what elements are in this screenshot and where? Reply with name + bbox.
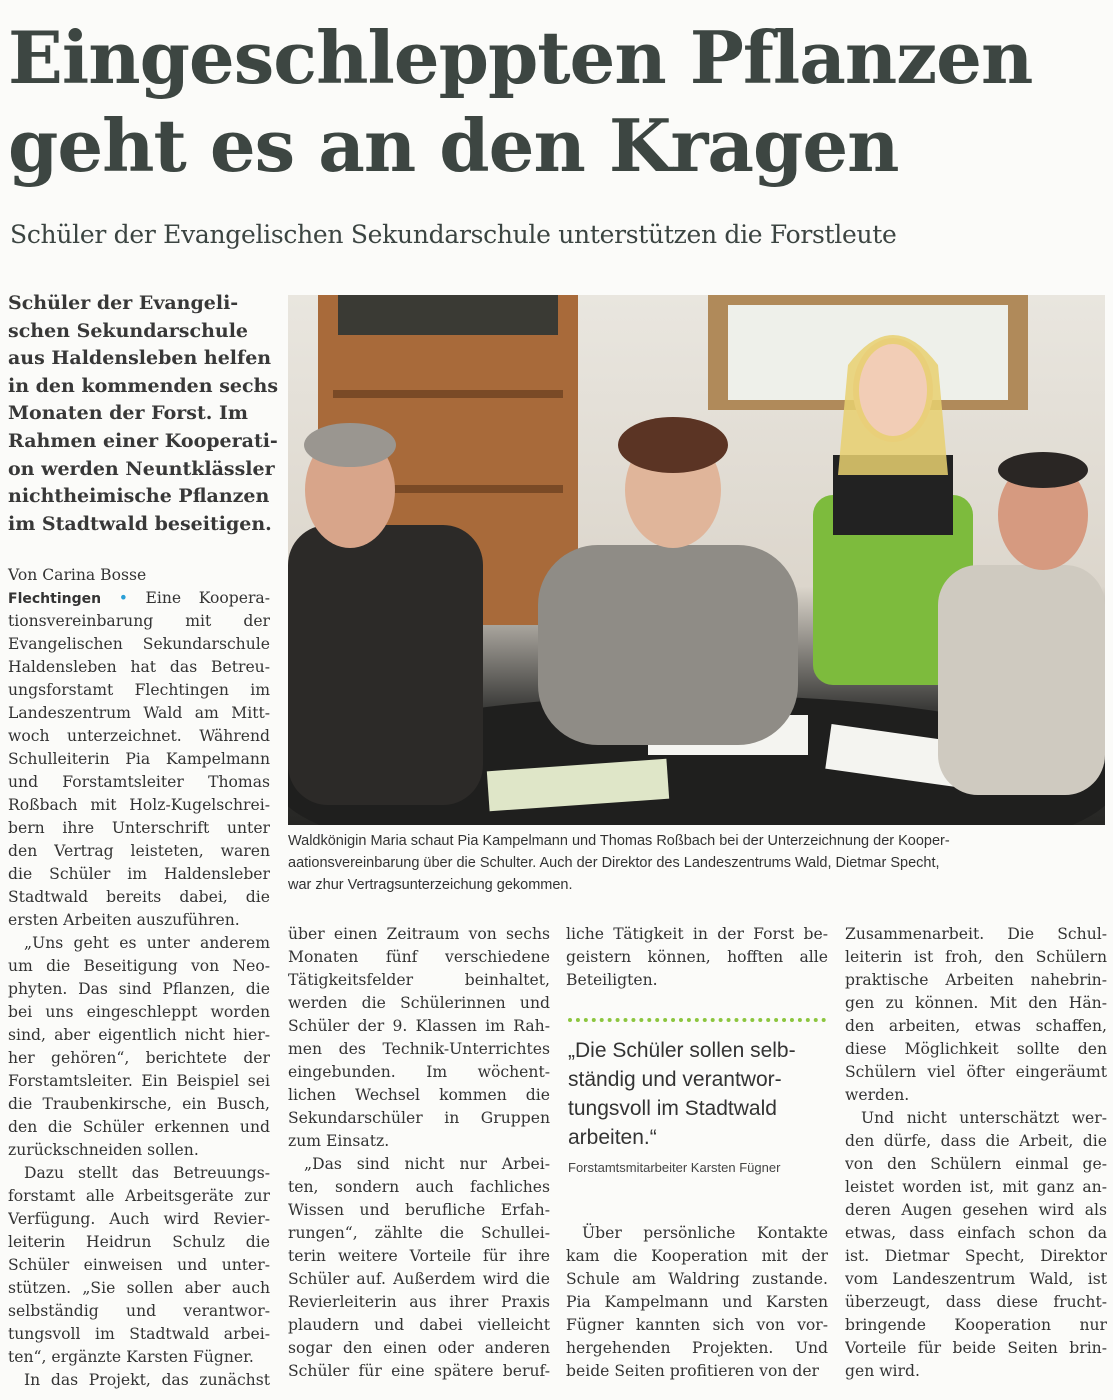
article-text-line	[845, 1130, 1107, 1153]
line-text: Revierleiterin aus ihrer Praxis	[288, 1293, 550, 1311]
article-text-line	[288, 1061, 550, 1084]
line-text: Schüler auf. Außerdem wird die	[288, 1270, 550, 1288]
article-text-line	[566, 1268, 828, 1291]
line-text: Sekundarschüler in Gruppen	[288, 1109, 550, 1127]
article-column-4	[845, 923, 1107, 1383]
article-text-line	[8, 1208, 270, 1231]
line-text: lichen Wechsel kommen die	[288, 1086, 550, 1104]
line-text: tionsvereinbarung mit der	[8, 612, 270, 630]
caption-line: aationsvereinbarung über die Schulter. Auch der Direktor des Landeszentrums Wald, Dietmar Specht,	[288, 855, 940, 871]
article-text-line	[845, 1337, 1107, 1360]
article-photo	[288, 295, 1105, 825]
line-text: woch unterzeichnet. Während	[8, 727, 270, 745]
line-text: Beteiligten.	[566, 971, 658, 989]
line-text: Zusammenarbeit. Die Schul-	[845, 925, 1107, 943]
article-text-line	[288, 1314, 550, 1337]
line-text: rungen“, zählte die Schullei-	[288, 1224, 550, 1242]
line-text: Landeszentrum Wald am Mitt-	[8, 704, 270, 722]
article-text-line	[845, 1360, 1107, 1383]
article-text-line	[566, 946, 828, 969]
article-text-line	[288, 1337, 550, 1360]
article-text-line	[566, 1337, 828, 1360]
line-text: Schüler einweisen und unter-	[8, 1256, 270, 1274]
line-text: men des Technik-Unterrichtes	[288, 1040, 550, 1058]
article-text-line	[288, 946, 550, 969]
line-text: Dazu stellt das Betreuungs-	[24, 1164, 270, 1182]
line-text: zum Einsatz.	[288, 1132, 390, 1150]
line-text: sind, aber eigentlich nicht hier-	[8, 1026, 270, 1044]
line-text: praktische Arbeiten nahebrin-	[845, 971, 1107, 989]
article-text-line	[8, 1070, 270, 1093]
line-text: leistet worden ist, mit ganz an-	[845, 1178, 1107, 1196]
article-text-line	[8, 1346, 270, 1369]
line-text: ersten Arbeiten auszuführen.	[8, 911, 240, 929]
line-text: über einen Zeitraum von sechs	[288, 925, 550, 943]
line-text: geistern können, hofften alle	[566, 948, 828, 966]
article-text-line	[845, 1015, 1107, 1038]
subheadline: Schüler der Evangelischen Sekundarschule unterstützen die Forstleute	[10, 220, 897, 249]
line-text: deren Augen gesehen wird als	[845, 1201, 1107, 1219]
article-text-line	[8, 1369, 270, 1392]
article-text-line	[288, 1245, 550, 1268]
line-text: „Das sind nicht nur Arbei-	[304, 1155, 550, 1173]
line-text: bringende Kooperation nur	[845, 1316, 1107, 1334]
line-text: Eine Koopera-	[145, 589, 270, 607]
article-text-line	[8, 748, 270, 771]
line-text: Wissen und berufliche Erfah-	[288, 1201, 550, 1219]
article-text-line	[845, 1061, 1107, 1084]
article-text-line	[8, 1047, 270, 1070]
article-text-line	[288, 923, 550, 946]
article-text-line	[8, 1093, 270, 1116]
line-text: ten“, ergänzte Karsten Fügner.	[8, 1348, 254, 1366]
article-column-1	[8, 564, 270, 1392]
article-text-line	[566, 1291, 828, 1314]
lead-line: on werden Neuntklässler	[8, 457, 275, 480]
line-text: Tätigkeitsfelder beinhaltet,	[288, 971, 550, 989]
line-text: Und nicht unterschätzt wer-	[861, 1109, 1107, 1127]
line-text: selbständig und verantwor-	[8, 1302, 270, 1320]
line-text: „Uns geht es unter anderem	[24, 934, 270, 952]
article-text-line	[845, 1268, 1107, 1291]
article-text-line	[845, 1153, 1107, 1176]
line-text: und Forstamtsleiter Thomas	[8, 773, 270, 791]
line-text: Haldensleben hat das Betreu-	[8, 658, 270, 676]
article-text-line	[8, 794, 270, 817]
line-text: den arbeiten, etwas schaffen,	[845, 1017, 1107, 1035]
article-text-line	[8, 932, 270, 955]
article-text-line	[8, 1001, 270, 1024]
article-text-line	[845, 1107, 1107, 1130]
quote-line: arbeiten.“	[568, 1126, 657, 1149]
article-text-line	[845, 992, 1107, 1015]
line-text: Schüler für eine spätere beruf-	[288, 1362, 550, 1380]
line-text: die Traubenkirsche, ein Busch,	[8, 1095, 270, 1113]
article-text-line	[566, 1314, 828, 1337]
line-text: Stadtwald bereits dabei, die	[8, 888, 270, 906]
article-text-line	[8, 587, 270, 610]
article-text-line	[8, 863, 270, 886]
line-text: terin weitere Vorteile für ihre	[288, 1247, 550, 1265]
article-text-line	[8, 1162, 270, 1185]
article-text-line	[845, 1199, 1107, 1222]
photo-illustration	[288, 295, 1105, 825]
headline-line-2: geht es an den Kragen	[8, 103, 899, 188]
line-text: werden.	[845, 1086, 910, 1104]
line-text: Evangelischen Sekundarschule	[8, 635, 270, 653]
line-text: die Schüler im Haldensleber	[8, 865, 270, 883]
lead-line: Schüler der Evangeli-	[8, 292, 239, 314]
line-text: beide Seiten profitieren von der	[566, 1362, 820, 1380]
quote-line: „Die Schüler sollen selb-	[568, 1039, 796, 1062]
lead-line: in den kommenden sechs	[8, 374, 279, 397]
line-text: Über persönliche Kontakte	[582, 1224, 828, 1242]
line-text: ungsforstamt Flechtingen im	[8, 681, 270, 699]
lead-paragraph	[8, 290, 279, 538]
article-text-line	[845, 1038, 1107, 1061]
article-text-line	[288, 1107, 550, 1130]
line-text: Schulleiterin Pia Kampelmann	[8, 750, 270, 768]
line-text: Verfügung. Auch wird Revier-	[8, 1210, 270, 1228]
line-text: bern ihre Unterschrift unter	[8, 819, 270, 837]
line-text: den Vertrag leisteten, waren	[8, 842, 270, 860]
line-text: sogar den einen oder anderen	[288, 1339, 550, 1357]
line-text: eingebunden. Im wöchent-	[288, 1063, 550, 1081]
article-text-line	[8, 1254, 270, 1277]
line-text: phyten. Das sind Pflanzen, die	[8, 980, 270, 998]
line-text: leiterin Heidrun Schulz die	[8, 1233, 270, 1251]
quote-line: ständig und verantwor-	[568, 1068, 782, 1091]
article-text-line	[845, 1222, 1107, 1245]
article-text-line	[845, 1245, 1107, 1268]
article-text-line	[288, 1153, 550, 1176]
article-text-line	[288, 992, 550, 1015]
article-text-line	[845, 1291, 1107, 1314]
article-text-line	[8, 679, 270, 702]
line-text: Schüler der 9. Klassen im Rah-	[288, 1017, 550, 1035]
article-text-line	[288, 1360, 550, 1383]
line-text: Forstamtsleiter. Ein Beispiel sei	[8, 1072, 270, 1090]
line-text: stützen. „Sie sollen aber auch	[8, 1279, 270, 1297]
line-text: Pia Kampelmann und Karsten	[566, 1293, 828, 1311]
line-text: diese Möglichkeit sollte den	[845, 1040, 1107, 1058]
article-text-line	[8, 702, 270, 725]
article-text-line	[8, 656, 270, 679]
line-text: Vorteile für beide Seiten brin-	[845, 1339, 1107, 1357]
article-text-line	[288, 1084, 550, 1107]
caption-line: Waldkönigin Maria schaut Pia Kampelmann und Thomas Roßbach bei der Unterzeichnung der Kooper-	[288, 833, 950, 849]
article-text-line	[845, 1084, 1107, 1107]
lead-line: schen Sekundarschule	[8, 319, 249, 342]
article-column-2	[288, 923, 550, 1383]
article-text-line	[8, 1139, 270, 1162]
article-text-line	[845, 969, 1107, 992]
article-text-line	[288, 1176, 550, 1199]
article-text-line	[8, 909, 270, 932]
line-text: den die Schüler erkennen und	[8, 1118, 270, 1136]
lead-line: aus Haldensleben helfen	[8, 347, 272, 370]
article-text-line	[8, 725, 270, 748]
lead-line: Monaten der Forst. Im	[8, 402, 248, 425]
article-text-line	[845, 1176, 1107, 1199]
article-text-line	[845, 923, 1107, 946]
article-text-line	[288, 1199, 550, 1222]
line-text: gen zu können. Mit den Hän-	[845, 994, 1107, 1012]
article-text-line	[8, 771, 270, 794]
article-column-3	[566, 923, 828, 992]
quote-attribution: Forstamtsmitarbeiter Karsten Fügner	[568, 1160, 781, 1175]
article-text-line	[288, 1015, 550, 1038]
line-text: Schule am Waldring zustande.	[566, 1270, 828, 1288]
article-text-line	[8, 1231, 270, 1254]
article-text-line	[8, 1185, 270, 1208]
article-text-line	[8, 955, 270, 978]
line-text: In das Projekt, das zunächst	[24, 1371, 270, 1389]
article-text-line	[288, 1038, 550, 1061]
line-text: plaudern und dabei vielleicht	[288, 1316, 550, 1334]
line-text: forstamt alle Arbeitsgeräte zur	[8, 1187, 270, 1205]
lead-line: im Stadtwald beseitigen.	[8, 512, 272, 535]
author-byline: Von Carina Bosse	[8, 566, 147, 584]
line-text: etwas, dass einfach schon da	[845, 1224, 1107, 1242]
line-text: gen wird.	[845, 1362, 920, 1380]
article-text-line	[288, 1222, 550, 1245]
lead-line: Rahmen einer Kooperati-	[8, 429, 278, 452]
article-text-line	[8, 1024, 270, 1047]
caption-line: war zhur Vertragsunterzeichung gekommen.	[288, 877, 573, 893]
article-text-line	[566, 1245, 828, 1268]
article-text-line	[8, 633, 270, 656]
article-column-3-continued	[566, 1222, 828, 1383]
quote-divider	[568, 1018, 826, 1022]
photo-caption	[288, 830, 1098, 896]
line-text: bei uns eingeschleppt worden	[8, 1003, 270, 1021]
article-text-line	[566, 1222, 828, 1245]
pull-quote	[568, 1036, 830, 1152]
lead-line: nichtheimische Pflanzen	[8, 485, 270, 508]
article-text-line	[8, 1277, 270, 1300]
article-text-line	[288, 1268, 550, 1291]
line-text: zurückschneiden sollen.	[8, 1141, 199, 1159]
article-text-line	[288, 969, 550, 992]
dateline: Flechtingen	[8, 591, 102, 607]
line-text: leiterin ist froh, den Schülern	[845, 948, 1107, 966]
article-text-line	[288, 1291, 550, 1314]
article-text-line	[8, 978, 270, 1001]
line-text: Schülern viel öfter eingeräumt	[845, 1063, 1107, 1081]
article-text-line	[845, 946, 1107, 969]
article-text-line	[8, 817, 270, 840]
line-text: Monaten fünf verschiedene	[288, 948, 550, 966]
article-text-line	[8, 886, 270, 909]
article-text-line	[288, 1130, 550, 1153]
line-text: den dürfe, dass die Arbeit, die	[845, 1132, 1107, 1150]
headline-line-1: Eingeschleppten Pflanzen	[8, 15, 1033, 100]
line-text: ist. Dietmar Specht, Direktor	[845, 1247, 1107, 1265]
article-text-line	[845, 1314, 1107, 1337]
article-text-line	[8, 840, 270, 863]
line-text: kam die Kooperation mit der	[566, 1247, 828, 1265]
line-text: werden die Schülerinnen und	[288, 994, 550, 1012]
quote-line: tungsvoll im Stadtwald	[568, 1097, 777, 1120]
article-text-line	[8, 1300, 270, 1323]
line-text: Fügner kannten sich von vor-	[566, 1316, 828, 1334]
line-text: her gehören“, berichtete der	[8, 1049, 270, 1067]
dateline-bullet-icon: •	[118, 589, 128, 607]
article-text-line	[8, 1116, 270, 1139]
article-text-line	[566, 923, 828, 946]
line-text: von den Schülern einmal ge-	[845, 1155, 1107, 1173]
line-text: ten, sondern auch fachliches	[288, 1178, 550, 1196]
line-text: vom Landeszentrum Wald, ist	[845, 1270, 1107, 1288]
line-text: liche Tätigkeit in der Forst be-	[566, 925, 828, 943]
line-text: Roßbach mit Holz-Kugelschrei-	[8, 796, 270, 814]
line-text: tungsvoll im Stadtwald arbei-	[8, 1325, 270, 1343]
line-text: hergehenden Projekten. Und	[566, 1339, 828, 1357]
line-text: um die Beseitigung von Neo-	[8, 957, 270, 975]
article-text-line	[8, 1323, 270, 1346]
line-text: überzeugt, dass diese frucht-	[845, 1293, 1107, 1311]
article-text-line	[566, 1360, 828, 1383]
article-text-line	[8, 610, 270, 633]
article-text-line	[566, 969, 828, 992]
